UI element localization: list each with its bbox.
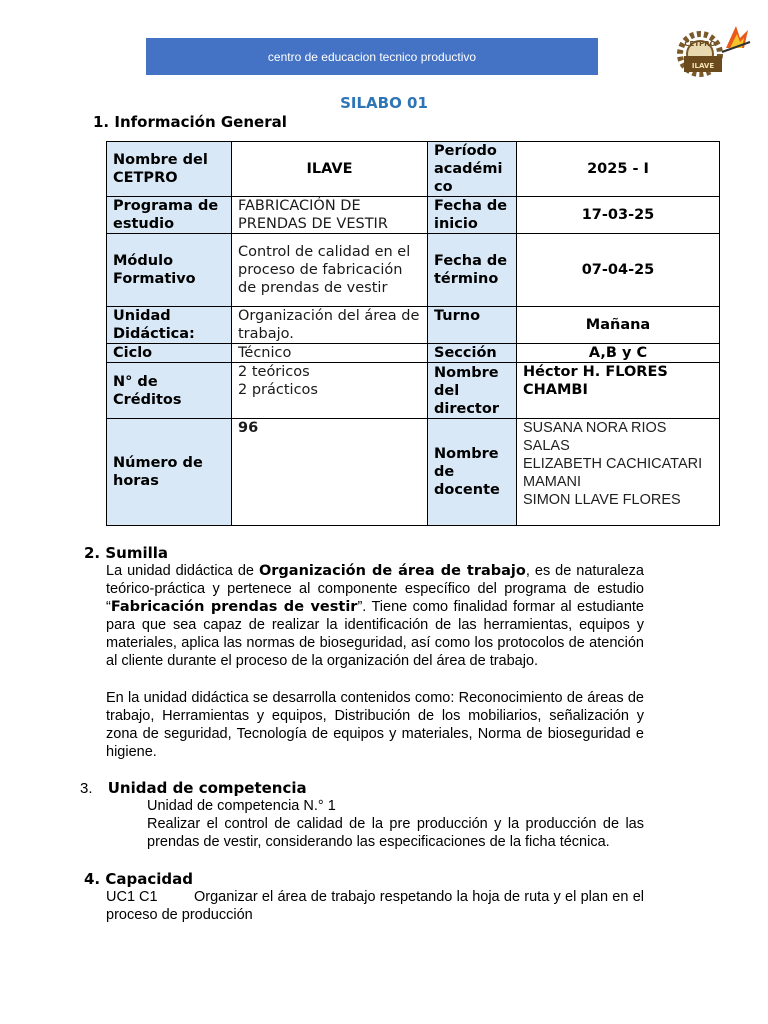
document-title: SILABO 01 (340, 94, 428, 112)
table-row (107, 419, 720, 526)
section-2-heading (84, 544, 168, 562)
table-row (107, 197, 720, 234)
table-row (107, 344, 720, 363)
sumilla-text: ”. Tiene como finalidad formar al estudiante para que sea capaz de realizar la identificación de las herramientas, equipos y materiales, aplica las normas de bioseguridad, así como los protocolos de atención al cliente durante el proceso de la organización del área de trabajo. (106, 599, 644, 669)
inicio-label: Fecha de inicio (428, 197, 517, 234)
section-1-title: Información General (114, 113, 287, 131)
section-3-title: Unidad de competencia (107, 779, 307, 797)
creditos-value (232, 363, 428, 419)
table-row (107, 234, 720, 307)
horas-value: 96 (232, 419, 428, 526)
ciclo-label: Ciclo (107, 344, 232, 363)
seccion-label: Sección (428, 344, 517, 363)
capacidad-paragraph (106, 888, 644, 924)
section-2-title: Sumilla (105, 544, 169, 562)
modulo-label: Módulo Formativo (107, 234, 232, 307)
unidad-label: Unidad Didáctica: (107, 307, 232, 344)
section-2-number: 2. (84, 544, 101, 562)
horas-label: Número de horas (107, 419, 232, 526)
section-4-number: 4. (84, 870, 101, 888)
section-3-number: 3. (80, 780, 93, 797)
turno-label: Turno (428, 307, 517, 344)
table-row (107, 307, 720, 344)
capacidad-code: UC1 C1 (106, 889, 158, 905)
table-row (107, 363, 720, 419)
director-label: Nombre del director (428, 363, 517, 419)
capacidad-text: Organizar el área de trabajo respetando la hoja de ruta y el plan en el proceso de producción (106, 889, 644, 923)
seccion-value: A,B y C (517, 344, 720, 363)
competencia-number: Unidad de competencia N.° 1 (147, 798, 336, 814)
termino-value: 07-04-25 (517, 234, 720, 307)
sumilla-emphasis: Organización de área de trabajo (258, 563, 526, 579)
docente-name: SIMON LLAVE FLORES (523, 492, 681, 508)
section-4-title: Capacidad (105, 870, 193, 888)
programa-label: Programa de estudio (107, 197, 232, 234)
creditos-teoricos: 2 teóricos (238, 364, 310, 380)
ciclo-value: Técnico (232, 344, 428, 363)
sumilla-text: La unidad didáctica de (106, 563, 259, 579)
cetpro-label: Nombre del CETPRO (107, 142, 232, 197)
docente-name: SUSANA NORA RIOS SALAS (523, 420, 667, 454)
unidad-value: Organización del área de trabajo. (232, 307, 428, 344)
docente-value (517, 419, 720, 526)
sumilla-paragraph-1 (106, 562, 644, 670)
periodo-value: 2025 - I (517, 142, 720, 197)
docente-name: ELIZABETH CACHICATARI MAMANI (523, 456, 703, 490)
general-info-table (106, 141, 720, 526)
table-row (107, 142, 720, 197)
section-1-number: 1. (93, 113, 110, 131)
svg-text:CETPRO: CETPRO (684, 40, 716, 48)
turno-value: Mañana (517, 307, 720, 344)
docente-label: Nombre de docente (428, 419, 517, 526)
sumilla-paragraph-2: En la unidad didáctica se desarrolla contenidos como: Reconocimiento de áreas de trabajo, Herramientas y equipos, Distribución de los mobiliarios, señalización y zona de seguridad, Tecnología de equipos y materiales, Norma de bioseguridad e higiene. (106, 690, 644, 760)
termino-label: Fecha de término (428, 234, 517, 307)
creditos-label: N° de Créditos (107, 363, 232, 419)
section-4-heading (84, 870, 193, 888)
sumilla-text: , es de naturaleza teórico-práctica y pertenece al componente específico del programa de estudio “ (106, 563, 644, 615)
inicio-value: 17-03-25 (517, 197, 720, 234)
modulo-value: Control de calidad en el proceso de fabricación de prendas de vestir (232, 234, 428, 307)
competencia-description: Realizar el control de calidad de la pre producción y la producción de las prendas de vestir, considerando las especificaciones de la ficha técnica. (147, 816, 644, 850)
cetpro-logo-icon (664, 18, 754, 78)
header-banner (146, 38, 598, 75)
periodo-label: Período académi co (428, 142, 517, 197)
creditos-practicos: 2 prácticos (238, 382, 318, 398)
cetpro-value: ILAVE (232, 142, 428, 197)
director-value: Héctor H. FLORES CHAMBI (517, 363, 720, 419)
section-3-heading (80, 779, 307, 797)
banner-text: centro de educacion tecnico productivo (267, 49, 477, 64)
sumilla-emphasis: Fabricación prendas de vestir (110, 599, 358, 615)
section-1-heading (93, 113, 287, 131)
svg-text:ILAVE: ILAVE (691, 62, 715, 70)
programa-value: FABRICACIÓN DE PRENDAS DE VESTIR (232, 197, 428, 234)
